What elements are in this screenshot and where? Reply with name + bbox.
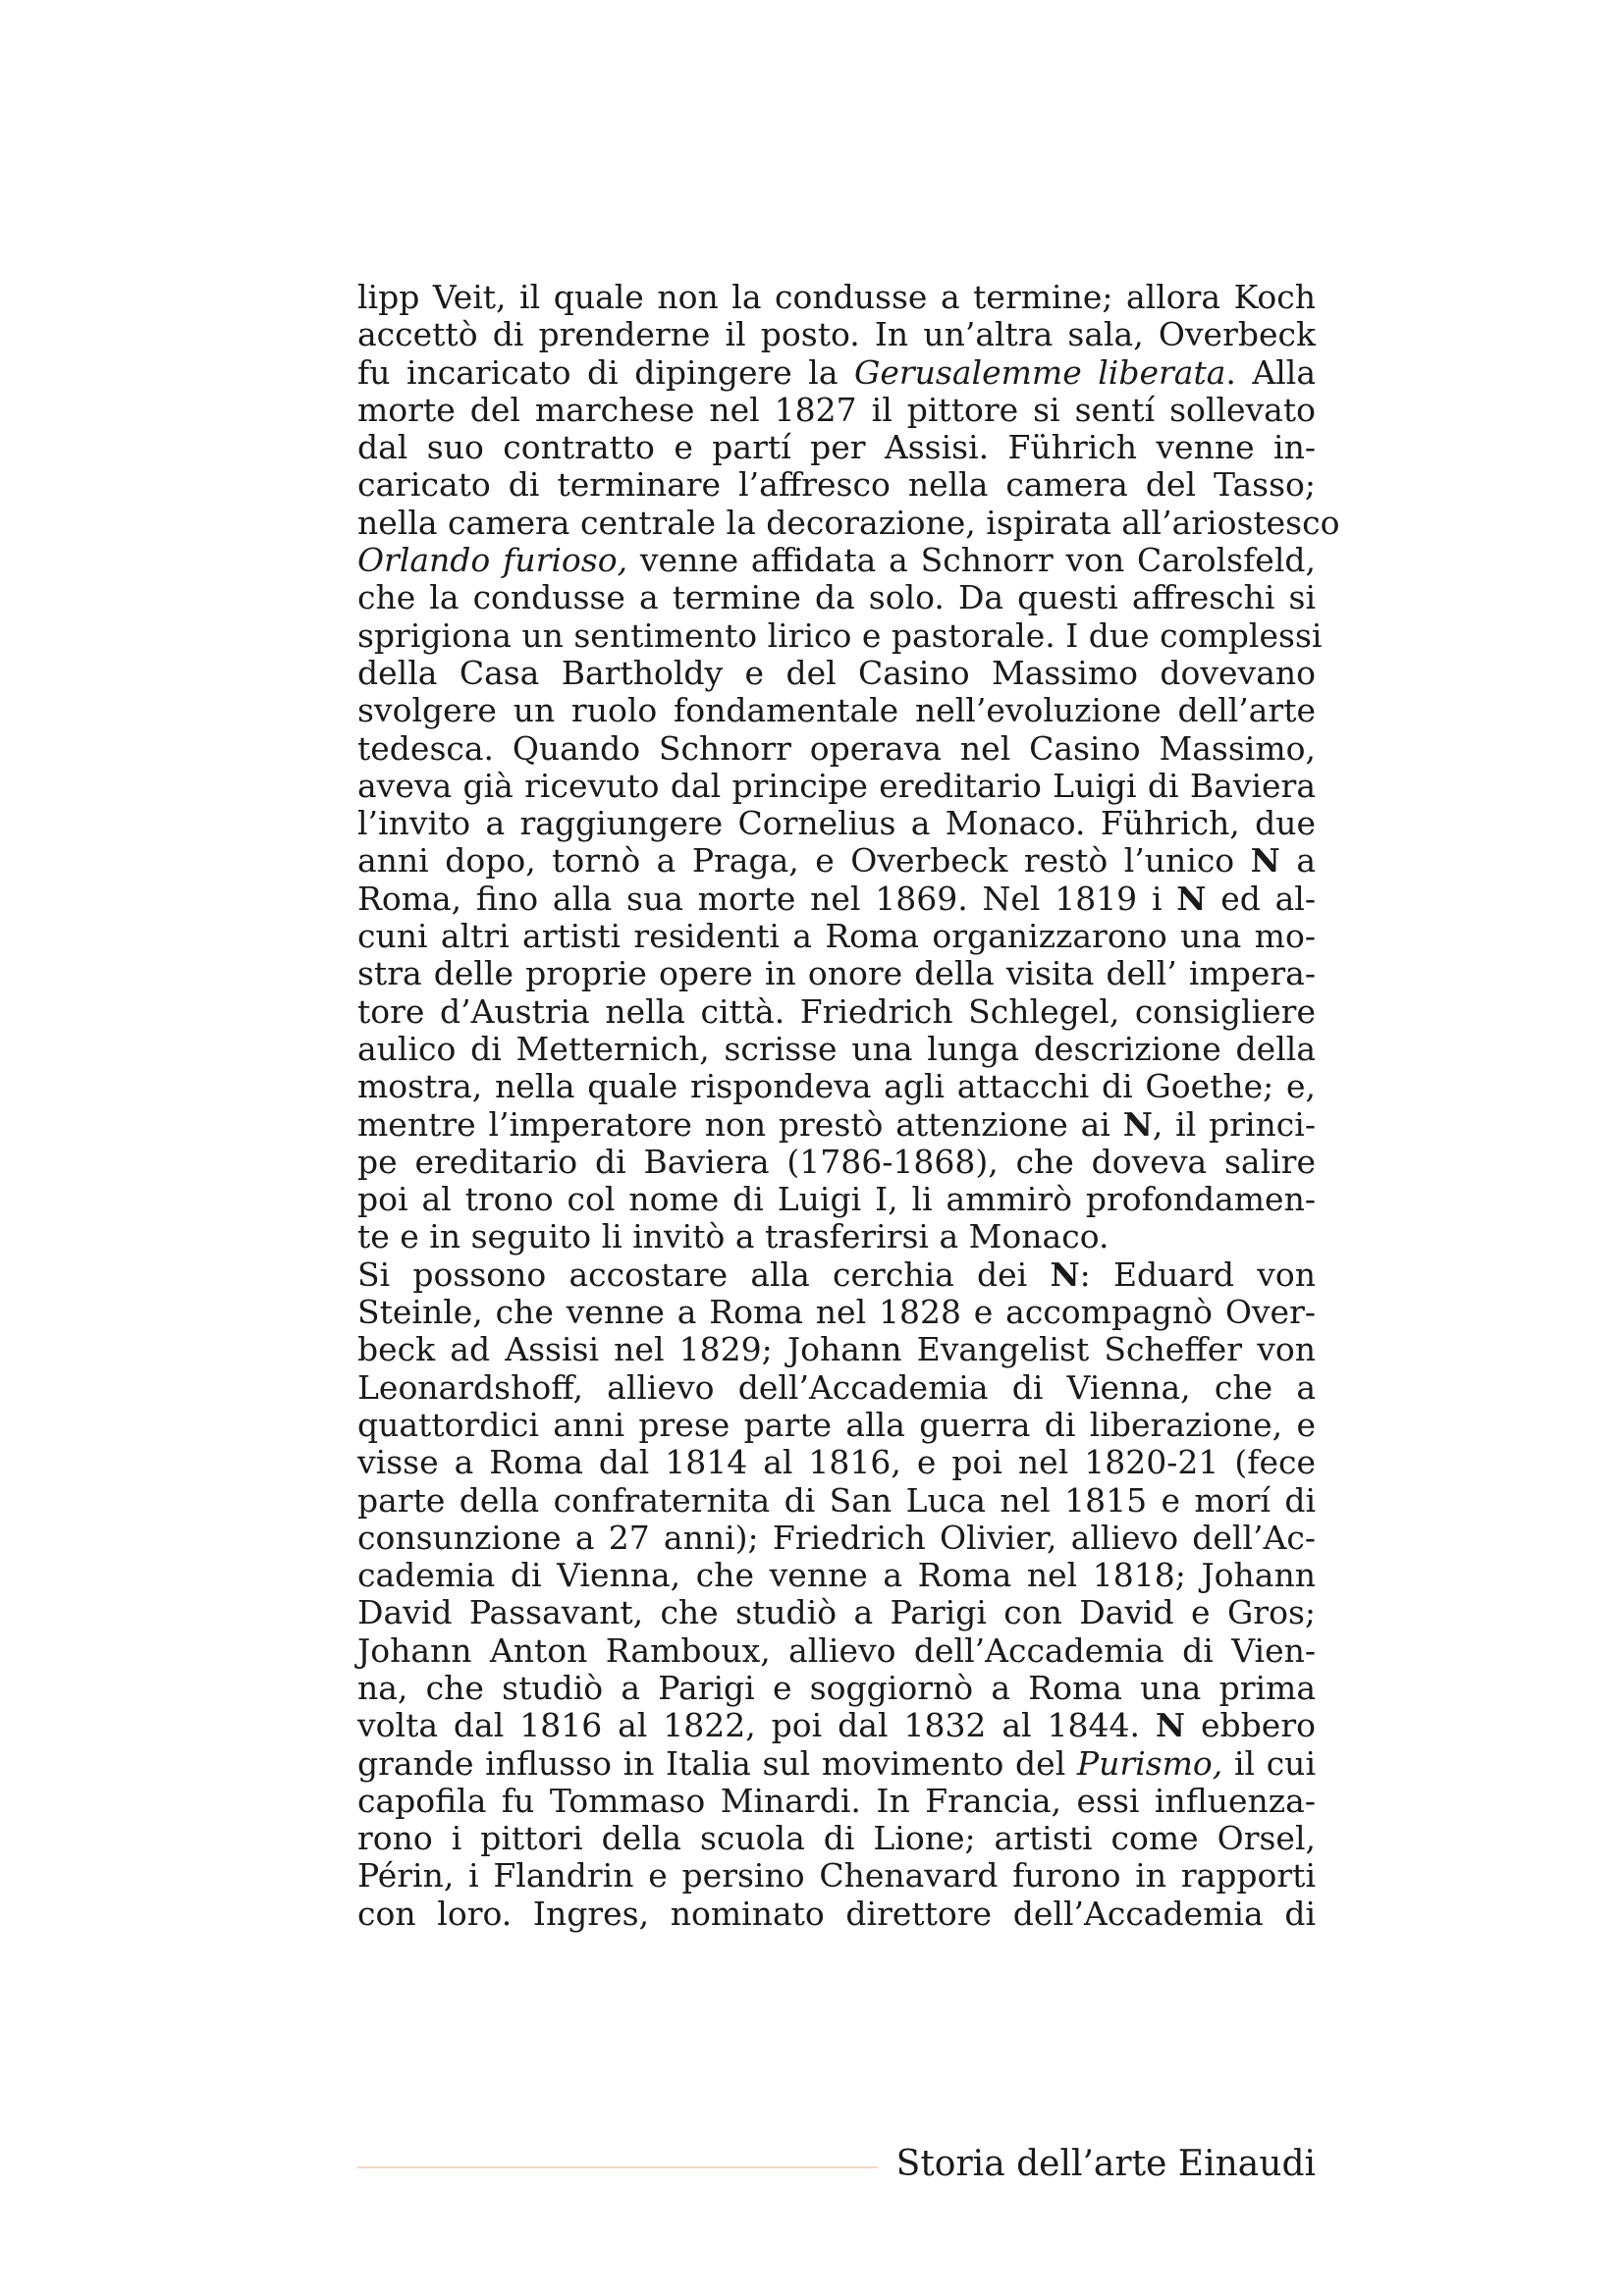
text-segment: sprigiona un sentimento lirico e pastorale. I due complessi [357, 615, 1323, 655]
text-segment: Leonardshoff, allievo dell’Accademia di Vienna, che a [357, 1367, 1316, 1407]
text-line [357, 692, 1316, 729]
text-line [357, 1707, 1316, 1744]
text-segment: l’invito a raggiungere Cornelius a Monaco. Führich, due [357, 804, 1316, 843]
text-segment: visse a Roma dal 1814 al 1816, e poi nel 1820-21 (fece [357, 1443, 1316, 1482]
text-line [357, 1444, 1316, 1481]
text-segment: parte della confraternita di San Luca nel 1815 e morí di [357, 1480, 1316, 1520]
text-segment: tedesca. Quando Schnorr operava nel Casino Massimo, [357, 728, 1316, 768]
text-segment: con loro. Ingres, nominato direttore dell’Accademia di [357, 1894, 1316, 1933]
text-line [357, 542, 1316, 579]
bold-abbreviation: N [1050, 1255, 1080, 1294]
text-segment: grande influsso in Italia sul movimento del [357, 1743, 1077, 1783]
text-segment: : Eduard von [1079, 1255, 1316, 1294]
text-line [357, 1820, 1316, 1857]
text-segment: David Passavant, che studiò a Parigi con David e Gros; [357, 1593, 1316, 1632]
text-segment: lipp Veit, il quale non la condusse a termine; allora Koch [357, 278, 1316, 316]
text-line [357, 1745, 1316, 1783]
text-segment: beck ad Assisi nel 1829; Johann Evangelist Scheffer von [357, 1330, 1316, 1369]
text-line [357, 1482, 1316, 1520]
text-segment: rono i pittori della scuola di Lione; artisti come Orsel, [357, 1819, 1316, 1858]
text-segment: na, che studiò a Parigi e soggiornò a Roma una prima [357, 1668, 1316, 1707]
text-segment: aulico di Metternich, scrisse una lunga descrizione della [357, 1029, 1316, 1068]
bold-abbreviation: N [1122, 1104, 1153, 1144]
text-segment: aveva già ricevuto dal principe ereditario Luigi di Baviera [357, 766, 1316, 805]
text-segment: quattordici anni prese parte alla guerra di liberazione, e [357, 1405, 1316, 1444]
text-line [357, 1294, 1316, 1331]
body-text [357, 278, 1340, 1933]
text-line [357, 503, 1340, 542]
text-segment: il cui [1222, 1743, 1316, 1783]
text-segment: caricato di terminare l’affresco nella camera del Tasso; [357, 465, 1316, 505]
text-segment: accettò di prenderne il posto. In un’altra sala, Overbeck [357, 315, 1316, 354]
text-segment: mostra, nella quale rispondeva agli attacchi di Goethe; e, [357, 1067, 1316, 1106]
text-line [357, 1896, 1316, 1933]
text-line [357, 1632, 1316, 1670]
text-line [357, 466, 1316, 504]
text-line [357, 1106, 1316, 1144]
text-line [357, 1407, 1316, 1444]
text-line [357, 955, 1316, 992]
text-segment: poi al trono col nome di Luigi I, li ammirò profondamen- [357, 1180, 1316, 1219]
page-footer [357, 2140, 1316, 2189]
footer-title: Storia dell’arte Einaudi [895, 2144, 1316, 2184]
text-line [357, 730, 1316, 768]
text-segment: . Alla [1225, 352, 1316, 392]
text-segment: , il princi- [1152, 1104, 1316, 1144]
text-line [357, 1557, 1316, 1594]
bold-abbreviation: N [1250, 841, 1280, 881]
text-segment: mentre l’imperatore non prestò attenzione ai [357, 1104, 1123, 1144]
text-line [357, 429, 1316, 466]
text-line [357, 615, 1323, 655]
text-segment: Roma, fino alla sua morte nel 1869. Nel 1819 i [357, 879, 1177, 918]
text-segment: morte del marchese nel 1827 il pittore si sentí sollevato [357, 390, 1316, 429]
text-line [357, 993, 1316, 1031]
text-line [357, 392, 1316, 429]
text-segment: Steinle, che venne a Roma nel 1828 e accompagnò Over- [357, 1293, 1316, 1332]
text-segment: pe ereditario di Baviera (1786-1868), che doveva salire [357, 1142, 1316, 1181]
bold-abbreviation: N [1176, 879, 1207, 918]
italic-title: Gerusalemme liberata [854, 352, 1226, 392]
text-segment: venne affidata a Schnorr von Carolsfeld, [627, 541, 1316, 580]
text-segment: volta dal 1816 al 1822, poi dal 1832 al 1844. [357, 1706, 1156, 1745]
text-line [357, 768, 1316, 805]
text-segment: a [1279, 841, 1316, 881]
text-line [357, 1031, 1316, 1068]
text-segment: Périn, i Flandrin e persino Chenavard furono in rapporti [357, 1856, 1316, 1896]
text-segment: anni dopo, tornò a Praga, e Overbeck restò l’unico [357, 841, 1251, 881]
text-segment: fu incaricato di dipingere la [357, 352, 855, 392]
bold-abbreviation: N [1155, 1706, 1186, 1745]
text-segment: te e in seguito li invitò a trasferirsi a Monaco. [357, 1217, 1109, 1256]
text-segment: cademia di Vienna, che venne a Roma nel 1818; Johann [357, 1556, 1316, 1595]
italic-title: Purismo, [1076, 1743, 1223, 1783]
text-segment: tore d’Austria nella città. Friedrich Schlegel, consigliere [357, 991, 1316, 1031]
text-line [357, 1068, 1316, 1105]
text-line [357, 1857, 1316, 1895]
footer-rule [357, 2166, 878, 2168]
text-segment: svolgere un ruolo fondamentale nell’evoluzione dell’arte [357, 691, 1316, 730]
text-line [357, 1256, 1316, 1294]
text-segment: che la condusse a termine da solo. Da questi affreschi si [357, 578, 1316, 617]
text-line [357, 1218, 1316, 1255]
text-line [357, 1520, 1316, 1557]
italic-title: Orlando furioso, [357, 541, 628, 580]
text-line [357, 881, 1316, 918]
text-segment: stra delle proprie opere in onore della visita dell’ impera- [357, 954, 1316, 993]
text-line [357, 279, 1316, 316]
text-segment: cuni altri artisti residenti a Roma organizzarono una mo- [357, 917, 1316, 956]
text-line [357, 1594, 1316, 1631]
text-segment: consunzione a 27 anni); Friedrich Olivier, allievo dell’Ac- [357, 1518, 1316, 1557]
text-line [357, 354, 1316, 392]
text-line [357, 579, 1316, 616]
text-segment: nella camera centrale la decorazione, ispirata all’ariostesco [357, 503, 1340, 542]
text-segment: della Casa Bartholdy e del Casino Massimo dovevano [357, 653, 1316, 692]
text-line [357, 1369, 1316, 1407]
text-line [357, 316, 1316, 353]
text-line [357, 842, 1316, 880]
text-segment: dal suo contratto e partí per Assisi. Führich venne in- [357, 428, 1316, 467]
text-segment: Si possono accostare alla cerchia dei [357, 1255, 1051, 1294]
text-line [357, 1783, 1316, 1820]
text-line [357, 1181, 1316, 1218]
text-line [357, 1331, 1316, 1368]
text-line [357, 1144, 1316, 1181]
text-line [357, 1670, 1316, 1707]
text-segment: Johann Anton Ramboux, allievo dell’Accademia di Vien- [357, 1630, 1316, 1670]
text-line [357, 918, 1316, 955]
text-segment: ed al- [1206, 879, 1316, 918]
text-segment: ebbero [1185, 1706, 1316, 1745]
text-segment: capofila fu Tommaso Minardi. In Francia, essi influenza- [357, 1781, 1316, 1820]
text-line [357, 655, 1316, 692]
text-line [357, 805, 1316, 842]
